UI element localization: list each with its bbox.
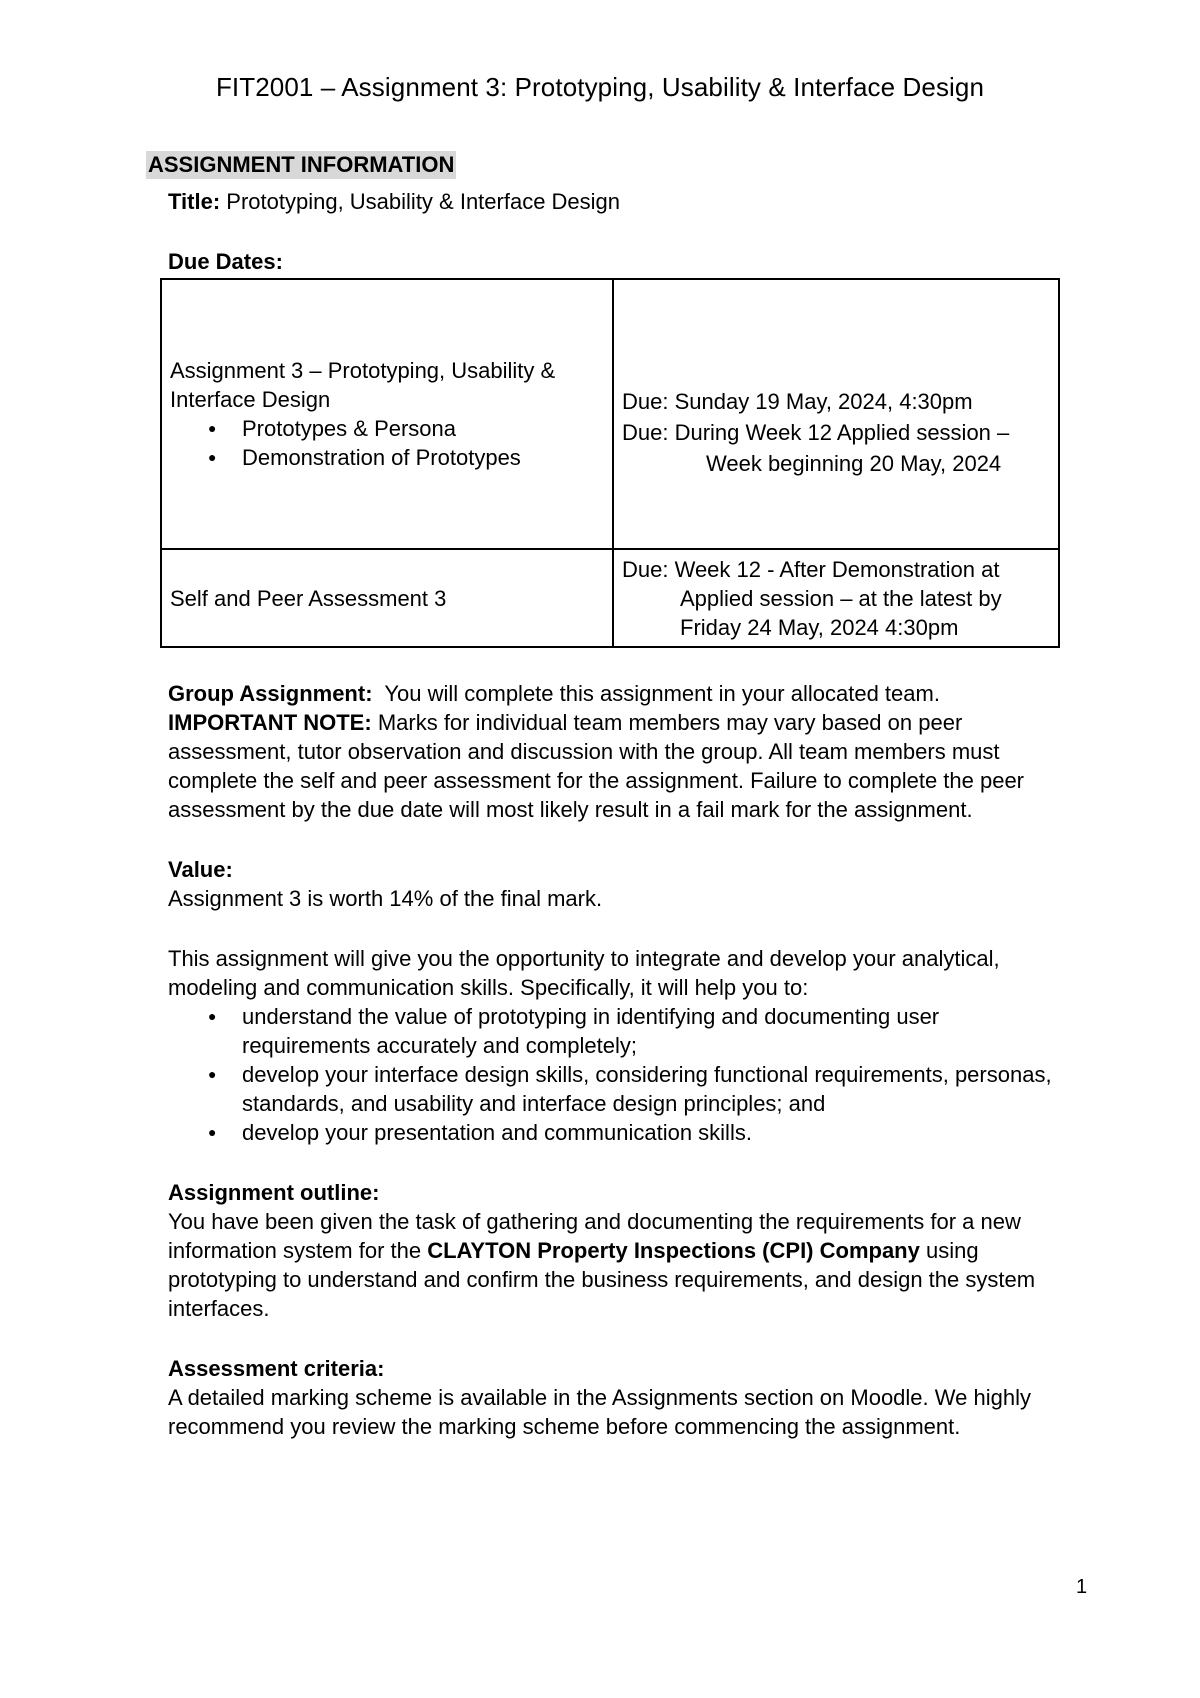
page-number: 1 [1076,1576,1088,1598]
group-assignment [168,679,1088,708]
important-note-text: assessment by the due date will most likely result in a fail mark for the assignment. [168,797,973,822]
due-dates-label: Due Dates: [168,249,283,274]
important-note-label: IMPORTANT NOTE: [168,710,372,735]
list-item-line: ● develop your interface design skills, considering functional requirements, personas, [242,1062,1052,1087]
title-line [168,187,1088,216]
outline-text: prototyping to understand and confirm the business requirements, and design the system [168,1267,1036,1292]
page-header: FIT2001 – Assignment 3: Prototyping, Usability & Interface Design [215,72,985,102]
group-assignment-text: You will complete this assignment in your allocated team. [384,681,940,706]
outline-text: interfaces. [168,1296,270,1321]
criteria-label: Assessment criteria: [168,1356,385,1381]
due-line: Week beginning 20 May, 2024 [706,450,1002,476]
due-line: Applied session – at the latest by [680,585,1002,611]
list-item-line: ● develop your presentation and communication skills. [242,1120,752,1145]
important-note-text: assessment, tutor observation and discussion with the group. All team members must [168,739,1000,764]
deliverables-list [170,414,604,472]
due-dates-table [160,278,1060,648]
table-cell-due [613,549,1059,647]
important-note-text: Marks for individual team members may vary based on peer [377,710,963,735]
company-name: CLAYTON Property Inspections (CPI) Company [427,1238,920,1263]
table-row [161,279,1059,549]
cell-line: Assignment 3 – Prototyping, Usability & [170,358,556,383]
section-heading: ASSIGNMENT INFORMATION [148,152,455,177]
due-line: Due: During Week 12 Applied session – [622,419,1010,445]
due-line: Due: Sunday 19 May, 2024, 4:30pm [622,388,973,414]
list-item [242,1118,1088,1147]
important-note [168,708,1088,737]
outline-text [168,1236,1088,1265]
table-cell-self-peer: Self and Peer Assessment 3 [161,549,613,647]
value-text: Assignment 3 is worth 14% of the final mark. [168,886,603,911]
outline-text: You have been given the task of gathering and documenting the requirements for a new [168,1209,1021,1234]
list-item [242,1002,1088,1060]
list-item-line: ● understand the value of prototyping in identifying and documenting user [242,1004,940,1029]
list-item-line: standards, and usability and interface design principles; and [242,1091,826,1116]
criteria-text: A detailed marking scheme is available in the Assignments section on Moodle. We highly [168,1385,1031,1410]
title-label: Title: [168,189,221,214]
opportunity-text: modeling and communication skills. Specifically, it will help you to: [168,975,809,1000]
cell-line: Interface Design [170,387,331,412]
title-value: Prototyping, Usability & Interface Design [226,189,621,214]
table-cell-due [613,279,1059,549]
value-label: Value: [168,857,233,882]
assignment-content [148,150,1088,1441]
skills-list [168,1002,1088,1147]
outline-label: Assignment outline: [168,1180,380,1205]
list-item [242,1060,1088,1118]
important-note-text: complete the self and peer assessment for the assignment. Failure to complete the peer [168,768,1025,793]
group-assignment-label: Group Assignment: [168,681,373,706]
outline-text-part: information system for the [168,1238,428,1263]
criteria-text: recommend you review the marking scheme before commencing the assignment. [168,1414,961,1439]
table-row [161,549,1059,647]
list-item: ● Demonstration of Prototypes [242,443,604,472]
table-cell-assignment [161,279,613,549]
list-item-line: requirements accurately and completely; [242,1033,637,1058]
outline-text-part: using [919,1238,979,1263]
opportunity-text: This assignment will give you the opportunity to integrate and develop your analytical, [168,946,1000,971]
due-line: Due: Week 12 - After Demonstration at [622,556,1000,582]
due-line: Friday 24 May, 2024 4:30pm [680,614,959,640]
list-item: ● Prototypes & Persona [242,414,604,443]
